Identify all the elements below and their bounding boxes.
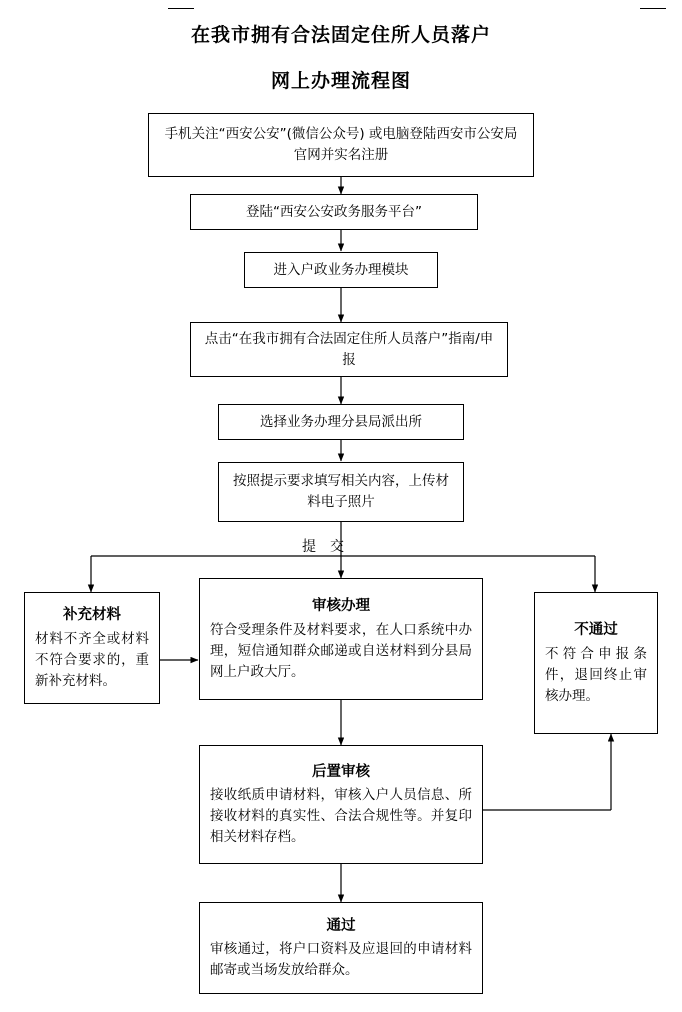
flow-step-4-text: 点击“在我市拥有合法固定住所人员落户”指南/申报 (204, 330, 494, 368)
flow-step-6-text: 按照提示要求填写相关内容，上传材料电子照片 (233, 473, 449, 510)
submit-label: 提 交 (302, 539, 344, 555)
flow-supplement-box (24, 592, 160, 704)
flow-review-body: 符合受理条件及材料要求，在人口系统中办理，短信通知群众邮递或自送材料到分县局网上户政大厅。 (210, 621, 472, 680)
flow-rejected-box (534, 592, 658, 734)
flow-step-5-text: 选择业务办理分县局派出所 (260, 413, 422, 430)
flow-post-review-box (199, 745, 483, 864)
flow-step-3 (244, 252, 438, 288)
flow-review-box (199, 578, 483, 700)
flow-supplement-title: 补充材料 (63, 607, 121, 624)
flow-review-title: 审核办理 (312, 598, 370, 615)
flow-step-1-text: 手机关注“西安公安”(微信公众号) 或电脑登陆西安市公安局官网并实名注册 (164, 126, 518, 163)
flow-step-6 (218, 462, 464, 522)
page-title-line2: 网上办理流程图 (270, 70, 411, 92)
flow-step-4 (190, 322, 508, 377)
flow-supplement-body: 材料不齐全或材料不符合要求的，重新补充材料。 (35, 630, 149, 689)
flow-post-review-body: 接收纸质申请材料，审核入户人员信息、所接收材料的真实性、合法合规性等。并复印相关材料存档。 (210, 787, 472, 846)
flow-passed-box (199, 902, 483, 994)
flow-post-review-title: 后置审核 (312, 763, 370, 780)
crop-mark-left (168, 8, 194, 9)
flow-passed-body: 审核通过，将户口资料及应退回的申请材料邮寄或当场发放给群众。 (210, 941, 472, 979)
flow-step-2 (190, 194, 478, 230)
flow-rejected-body: 不符合申报条件，退回终止审核办理。 (545, 645, 647, 704)
flow-passed-title: 通过 (326, 917, 356, 934)
crop-mark-right (640, 8, 666, 9)
flow-step-3-text: 进入户政业务办理模块 (273, 261, 409, 278)
flow-rejected-title: 不通过 (574, 622, 618, 639)
page-title-line1: 在我市拥有合法固定住所人员落户 (190, 24, 491, 46)
flow-step-5 (218, 404, 464, 440)
flow-step-2-text: 登陆“西安公安政务服务平台” (246, 203, 422, 220)
flow-step-1 (148, 113, 534, 177)
